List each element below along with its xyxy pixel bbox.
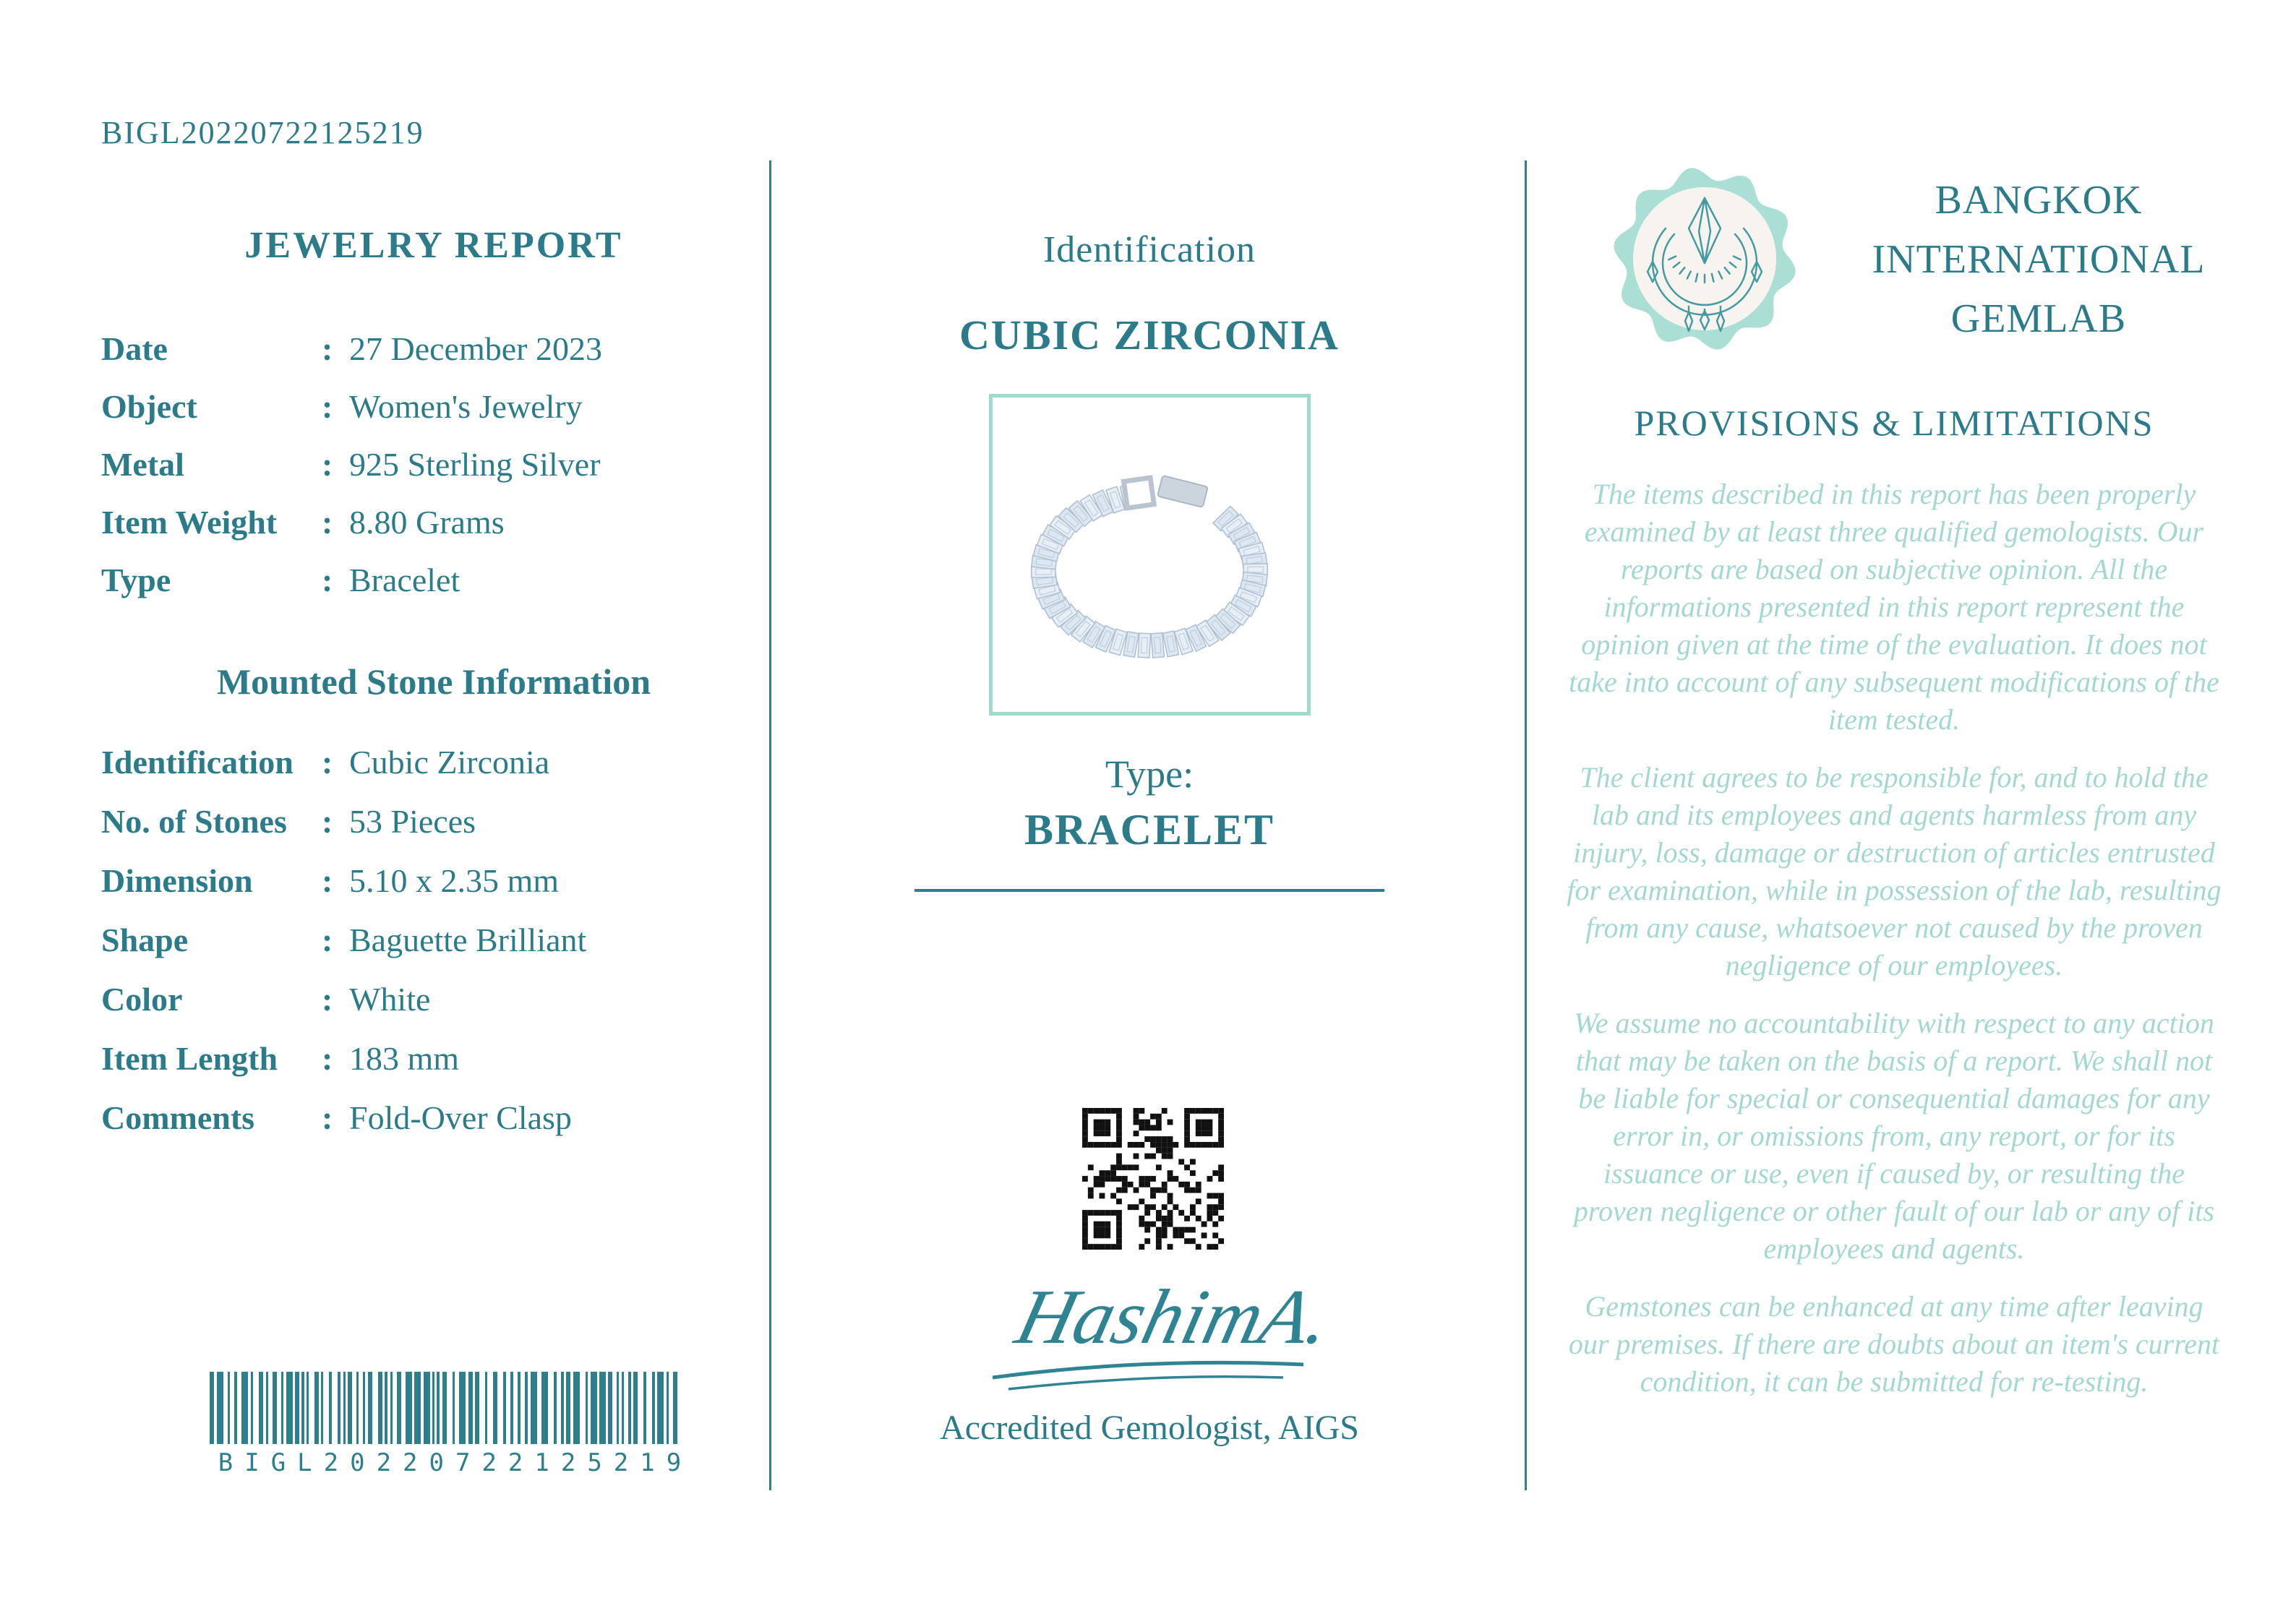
barcode-bar — [390, 1372, 393, 1444]
gemlab-logo-icon — [1611, 165, 1799, 353]
barcode-bar — [643, 1372, 646, 1444]
field-row-identification — [101, 746, 586, 779]
barcode-bar — [591, 1372, 597, 1444]
field-label: Date — [101, 330, 168, 367]
barcode-bar — [424, 1372, 430, 1444]
field-label: Shape — [101, 921, 189, 958]
field-row-metal — [101, 448, 602, 481]
field-row-dimension — [101, 864, 586, 898]
barcode-bar — [475, 1372, 479, 1444]
field-value: 5.10 x 2.35 mm — [349, 862, 560, 899]
barcode-bar — [356, 1372, 359, 1444]
barcode-bar — [273, 1372, 277, 1444]
barcode-bar — [281, 1372, 283, 1444]
type-value: BRACELET — [1024, 806, 1275, 854]
field-value: 8.80 Grams — [349, 504, 505, 541]
field-label: No. of Stones — [101, 803, 287, 840]
barcode-bar — [414, 1372, 421, 1444]
barcode-bar — [561, 1372, 564, 1444]
barcode-text: BIGL20220722125219 — [218, 1448, 693, 1477]
field-row-type — [101, 564, 602, 597]
barcode-bar — [241, 1372, 248, 1444]
barcode-bar — [397, 1372, 401, 1444]
gemlab-logo — [1611, 165, 1799, 353]
barcode-bar — [286, 1372, 293, 1444]
field-colon: : — [322, 446, 333, 483]
lab-name — [1822, 171, 2256, 348]
divider-rule — [914, 889, 1384, 892]
gemologist-signature — [980, 1256, 1319, 1404]
barcode-bar — [437, 1372, 440, 1444]
barcode-bar — [617, 1372, 619, 1444]
field-row-color — [101, 983, 586, 1016]
field-label: Object — [101, 388, 197, 425]
qr-code-icon — [1082, 1108, 1224, 1250]
field-value: Women's Jewelry — [349, 388, 583, 425]
signature-icon — [980, 1256, 1319, 1404]
barcode-bar — [348, 1372, 352, 1444]
barcode-bar — [541, 1372, 548, 1444]
stone-section-title: Mounted Stone Information — [216, 661, 651, 702]
barcode-bar — [622, 1372, 624, 1444]
barcode-bar — [329, 1372, 332, 1444]
stone-fields — [101, 746, 586, 1161]
field-label: Comments — [101, 1099, 255, 1136]
barcode-bar — [251, 1372, 253, 1444]
field-colon: : — [322, 744, 333, 781]
field-row-item-weight — [101, 506, 602, 539]
field-value: Bracelet — [349, 562, 461, 598]
provision-paragraph: Gemstones can be enhanced at any time after leaving our premises. If there are doubts about an item's current condition, it can be submitted for re-testing. — [1568, 1290, 2220, 1398]
field-value: 27 December 2023 — [349, 330, 602, 367]
stone-name: CUBIC ZIRCONIA — [959, 312, 1340, 358]
column-divider — [1525, 160, 1527, 1490]
barcode-bar — [657, 1372, 664, 1444]
barcode-bar — [343, 1372, 346, 1444]
barcode-bar — [338, 1372, 340, 1444]
field-value: White — [349, 981, 431, 1018]
field-label: Item Weight — [101, 504, 278, 541]
signature-underline — [1008, 1377, 1283, 1389]
barcode-bar — [493, 1372, 497, 1444]
bracelet-illustration — [993, 398, 1307, 712]
barcode-bar — [259, 1372, 263, 1444]
field-colon: : — [322, 504, 333, 541]
barcode-bar — [599, 1372, 606, 1444]
signer-title: Accredited Gemologist, AIGS — [940, 1409, 1359, 1447]
barcode-bar — [368, 1372, 372, 1444]
field-value: 925 Sterling Silver — [349, 446, 601, 483]
identification-heading: Identification — [1042, 229, 1256, 270]
provision-paragraph: The client agrees to be responsible for, and to hold the lab and its employees and agents harmless from any injury, loss, damage or destruction of articles entrusted for examination, while in possession of the lab, resulting from any cause, whatsoever not caused by the proven negligence of our employees. — [1567, 761, 2222, 981]
barcode-bar — [385, 1372, 387, 1444]
barcode-bar — [525, 1372, 528, 1444]
report-number: BIGL20220722125219 — [101, 115, 424, 150]
lab-name-line: BANGKOK — [1935, 178, 2143, 223]
barcode — [210, 1372, 690, 1444]
barcode-bar — [518, 1372, 521, 1444]
field-value: 53 Pieces — [349, 803, 476, 840]
barcode-bar — [406, 1372, 412, 1444]
report-title: JEWELRY REPORT — [244, 225, 623, 266]
report-fields — [101, 332, 602, 622]
provisions-section — [1562, 402, 2227, 1421]
barcode-bar — [295, 1372, 299, 1444]
barcode-bar — [586, 1372, 588, 1444]
field-label: Color — [101, 981, 183, 1018]
lab-name-line: GEMLAB — [1950, 296, 2127, 341]
barcode-bar — [307, 1372, 309, 1444]
field-label: Item Length — [101, 1040, 278, 1077]
barcode-bar — [503, 1372, 506, 1444]
field-label: Dimension — [101, 862, 253, 899]
field-row-no-of-stones — [101, 805, 586, 838]
barcode-bar — [608, 1372, 612, 1444]
barcode-bar — [363, 1372, 365, 1444]
provision-paragraph: We assume no accountability with respect to any action that may be taken on the basis of a report. We shall not be liable for special or consequential damages for any error in, or omissions from, any report, or for its issuance or use, even if caused by, or resulting the proven negligence or other fault of our lab or any of its employees and agents. — [1573, 1007, 2215, 1265]
field-colon: : — [322, 1040, 333, 1077]
barcode-bar — [266, 1372, 268, 1444]
barcode-bar — [628, 1372, 631, 1444]
barcode-bar — [210, 1372, 214, 1444]
signature-underline — [993, 1362, 1303, 1378]
lab-name-line: INTERNATIONAL — [1872, 237, 2206, 282]
barcode-bar — [633, 1372, 638, 1444]
field-value: Cubic Zirconia — [349, 744, 550, 781]
barcode-bar — [432, 1372, 434, 1444]
field-colon: : — [322, 330, 333, 367]
field-colon: : — [322, 562, 333, 598]
field-label: Metal — [101, 446, 184, 483]
field-row-object — [101, 390, 602, 424]
field-row-comments — [101, 1101, 586, 1135]
field-colon: : — [322, 1099, 333, 1136]
field-row-item-length — [101, 1042, 586, 1075]
barcode-bar — [314, 1372, 319, 1444]
barcode-bar — [554, 1372, 557, 1444]
barcode-bar — [453, 1372, 455, 1444]
field-colon: : — [322, 803, 333, 840]
barcode-bar — [321, 1372, 323, 1444]
field-value: 183 mm — [349, 1040, 460, 1077]
jewelry-photo — [989, 394, 1311, 716]
barcode-bar — [234, 1372, 237, 1444]
signature-text: HashimA. — [1008, 1273, 1319, 1360]
qr-code — [1082, 1108, 1224, 1250]
barcode-bar — [566, 1372, 570, 1444]
barcode-bar — [510, 1372, 513, 1444]
barcode-bar — [459, 1372, 466, 1444]
field-value: Fold-Over Clasp — [349, 1099, 572, 1136]
field-label: Type — [101, 562, 171, 598]
barcode-bar — [228, 1372, 230, 1444]
barcode-bar — [217, 1372, 223, 1444]
field-row-shape — [101, 921, 587, 958]
field-row-date — [101, 332, 602, 366]
type-label: Type: — [1105, 752, 1194, 796]
barcode-bar — [301, 1372, 304, 1444]
barcode-bar — [468, 1372, 473, 1444]
field-colon: : — [322, 862, 333, 899]
field-colon: : — [322, 388, 333, 425]
field-value: Baguette Brilliant — [349, 921, 587, 958]
field-label: Identification — [101, 744, 294, 781]
provisions-title: PROVISIONS & LIMITATIONS — [1634, 403, 2154, 443]
barcode-bar — [442, 1372, 447, 1444]
field-colon: : — [322, 921, 333, 958]
barcode-bar — [531, 1372, 537, 1444]
column-divider — [769, 160, 771, 1490]
barcode-bar — [378, 1372, 382, 1444]
field-colon: : — [322, 981, 333, 1018]
barcode-bar — [652, 1372, 655, 1444]
barcode-bar — [485, 1372, 487, 1444]
barcode-bar — [673, 1372, 677, 1444]
provision-paragraph: The items described in this report has been properly examined by at least three qualified gemologists. Our reports are based on subjective opinion. All the informations presented in this report represent the opinion given at the time of the evaluation. It does not take into account of any subsequent modifications of the item tested. — [1569, 478, 2219, 736]
barcode-bar — [573, 1372, 580, 1444]
barcode-bar — [667, 1372, 669, 1444]
